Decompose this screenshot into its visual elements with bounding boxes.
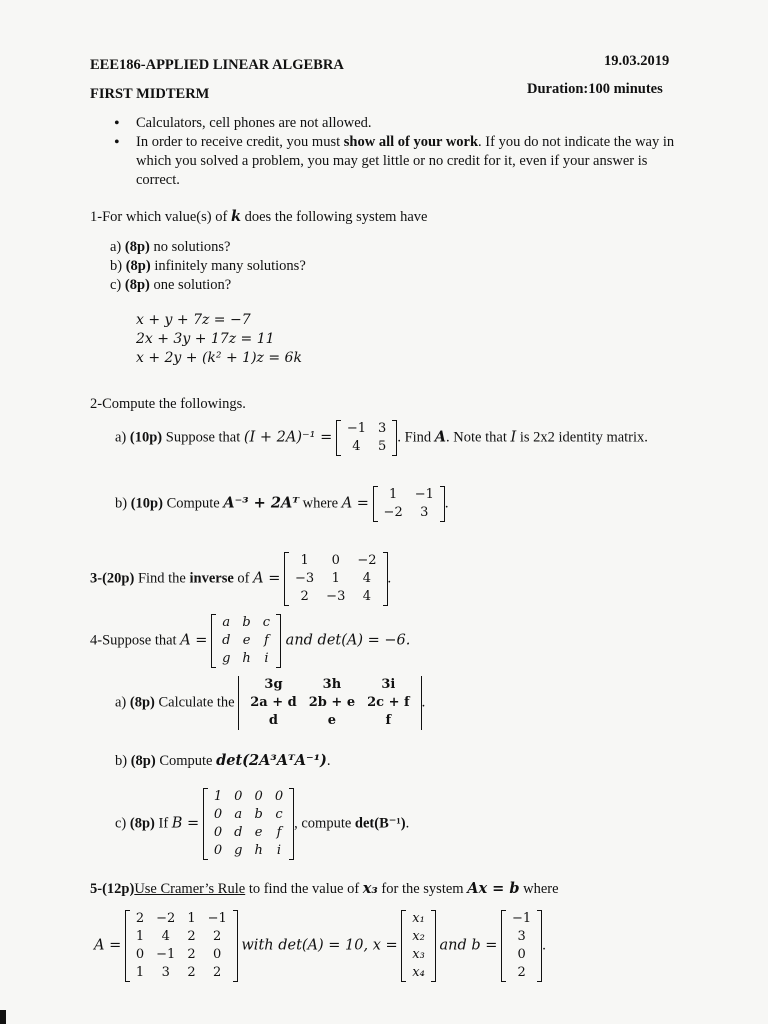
points: 5-(12p) — [90, 881, 135, 897]
part-text: Calculate the — [154, 694, 235, 711]
matrix-cell: f — [276, 825, 282, 840]
matrix-cell: 4 — [352, 439, 361, 454]
matrix-cell: 0 — [213, 843, 223, 858]
matrix-cell: a — [234, 807, 243, 822]
q1-prefix: 1-For which value(s) of — [90, 209, 231, 225]
matrix-cell: a — [222, 615, 231, 630]
matrix-cell: b — [242, 615, 251, 630]
matrix-cell: 3 — [420, 505, 429, 520]
expression: det(2A³AᵀA⁻¹) — [216, 752, 327, 769]
rule-text-rest: . If you do not indicate the way in which you solved a problem, you may get little or no credit for it, even if your answer is correct. — [136, 134, 675, 188]
q1-part-a — [110, 238, 306, 257]
rule-calculators: • Calculators, cell phones are not allowed. — [110, 114, 675, 133]
matrix-cell: 0 — [254, 789, 263, 804]
matrix-cell: f — [385, 713, 392, 728]
q3-text: Find the — [134, 570, 190, 587]
matrix-cell: 2 — [213, 965, 222, 980]
matrix-cell: f — [264, 633, 269, 648]
matrix-cell: 4 — [161, 929, 170, 944]
part-text: where — [299, 495, 342, 512]
exam-rules — [110, 114, 675, 190]
q3-text: of — [233, 570, 254, 587]
points: (8p) — [130, 753, 156, 769]
vector-b — [501, 910, 542, 982]
matrix-cell: 4 — [362, 589, 372, 604]
matrix — [284, 552, 388, 606]
q2-part-a — [115, 420, 648, 456]
points: (8p) — [124, 277, 150, 293]
matrix-cell: 2a + d — [250, 695, 297, 710]
equation: x + 2y + (k² + 1)z = 6k — [136, 350, 302, 366]
determinant — [238, 676, 421, 730]
part-text: no solutions? — [149, 239, 231, 255]
matrix-cell: h — [242, 651, 251, 666]
q1-prompt — [90, 208, 427, 226]
matrix-cell: −1 — [414, 487, 434, 502]
part-text: . Find — [397, 429, 435, 446]
q2-title: 2-Compute the followings. — [90, 396, 246, 412]
matrix-cell: i — [276, 843, 282, 858]
points: 3-(20p) — [90, 570, 135, 587]
matrix-cell: 2 — [135, 911, 145, 926]
q4-part-c — [115, 788, 409, 860]
q4-condition: and det(A) = −6. — [281, 632, 411, 649]
matrix-cell: d — [234, 825, 243, 840]
part-text: one solution? — [149, 277, 232, 293]
scan-edge-mark — [0, 1010, 6, 1024]
matrix-cell: 2 — [187, 947, 196, 962]
matrix-cell: h — [254, 843, 263, 858]
part-text: . Note that — [446, 429, 511, 446]
punctuation: . — [405, 815, 410, 832]
matrix-cell: 2 — [187, 929, 196, 944]
part-text: , compute — [294, 815, 355, 832]
q2-part-b — [115, 486, 449, 522]
matrix-cell: b — [254, 807, 263, 822]
matrix-cell: 4 — [362, 571, 372, 586]
q4-part-a — [115, 676, 425, 730]
punctuation: . — [542, 937, 546, 954]
matrix-cell: 2b + e — [308, 695, 356, 710]
matrix-cell: 1 — [388, 487, 398, 502]
expression: det(B⁻¹) — [354, 815, 406, 832]
symbol: A — [434, 428, 447, 446]
points: (8p) — [129, 694, 155, 711]
part-label: a) — [115, 694, 127, 711]
q3-emphasis: inverse — [189, 570, 234, 587]
q4-part-b — [115, 752, 331, 770]
q5-data — [94, 910, 546, 982]
part-text: Compute — [162, 495, 224, 512]
punctuation: . — [421, 694, 426, 711]
q5-text: with det(A) = 10, x = — [241, 937, 398, 954]
vector-x — [401, 910, 436, 982]
matrix-cell: −1 — [346, 421, 367, 436]
matrix-cell: 3 — [161, 965, 170, 980]
expression: Ax = b — [467, 880, 520, 897]
vector-cell: x₄ — [412, 965, 425, 980]
matrix-cell: 2 — [300, 589, 309, 604]
q5-text: to find the value of — [245, 881, 363, 897]
punctuation: . — [444, 495, 449, 512]
symbol: A = — [253, 570, 281, 587]
part-label: c) — [115, 815, 127, 832]
vector-cell: x₂ — [412, 929, 425, 944]
matrix-cell: g — [234, 843, 243, 858]
part-label: b) — [115, 495, 128, 512]
q5-text: where — [519, 881, 559, 897]
points: (10p) — [129, 429, 163, 446]
matrix-cell: 0 — [213, 807, 223, 822]
matrix-cell: 0 — [213, 947, 222, 962]
matrix — [211, 614, 281, 668]
matrix-cell: 0 — [234, 789, 243, 804]
q1-part-c — [110, 276, 306, 295]
symbol: B = — [171, 815, 200, 832]
vector-cell: 3 — [517, 929, 526, 944]
part-text: is 2x2 identity matrix. — [516, 429, 648, 446]
part-text: Compute — [155, 753, 217, 769]
matrix-cell: d — [222, 633, 231, 648]
matrix-cell: 1 — [300, 553, 309, 568]
symbol: I — [510, 429, 517, 446]
expression: (I + 2A)⁻¹ = — [243, 429, 333, 446]
q4-prompt — [90, 614, 410, 668]
matrix — [125, 910, 238, 982]
matrix-cell: −3 — [326, 589, 346, 604]
matrix-cell: 0 — [135, 947, 145, 962]
matrix-cell: 0 — [331, 553, 340, 568]
matrix-cell: 2 — [187, 965, 196, 980]
rule-emphasis: show all of your work — [343, 134, 479, 150]
matrix — [203, 788, 294, 860]
matrix-cell: −2 — [357, 553, 377, 568]
matrix-cell: −3 — [295, 571, 315, 586]
part-label: b) — [110, 258, 123, 274]
symbol: A = — [180, 632, 208, 649]
course-title: EEE186-APPLIED LINEAR ALGEBRA — [90, 57, 344, 73]
part-label: a) — [110, 239, 122, 255]
q1-parts — [110, 238, 306, 295]
matrix-cell: −1 — [156, 947, 176, 962]
exam-date: 19.03.2019 — [604, 53, 670, 69]
matrix-cell: −2 — [156, 911, 176, 926]
q1-k: k — [230, 208, 241, 225]
q5-text: for the system — [377, 881, 468, 897]
matrix-cell: 2 — [213, 929, 222, 944]
matrix-cell: 5 — [378, 439, 387, 454]
q5-prompt — [90, 880, 559, 898]
rule-text: In order to receive credit, you must — [136, 134, 344, 150]
equation: 2x + 3y + 17z = 11 — [136, 331, 275, 347]
points: (8p) — [129, 815, 155, 832]
matrix-cell: 1 — [331, 571, 340, 586]
matrix-cell: c — [275, 807, 283, 822]
q3 — [90, 552, 391, 606]
exam-duration: Duration:100 minutes — [527, 81, 663, 97]
vector-cell: x₃ — [412, 947, 425, 962]
punctuation: . — [326, 753, 331, 769]
matrix-cell: 3g — [264, 677, 283, 692]
q4-text: 4-Suppose that — [90, 632, 181, 649]
matrix-cell: 1 — [135, 965, 145, 980]
matrix-cell: −2 — [383, 505, 403, 520]
matrix-cell: 1 — [187, 911, 196, 926]
matrix-cell: 1 — [213, 789, 223, 804]
vector-cell: 0 — [517, 947, 526, 962]
symbol: A = — [341, 495, 369, 512]
points: (8p) — [125, 258, 151, 274]
matrix-cell: i — [264, 651, 269, 666]
matrix-cell: 0 — [274, 789, 284, 804]
symbol: x₃ — [362, 880, 378, 897]
q1-system — [136, 311, 302, 368]
vector-cell: −1 — [512, 911, 532, 926]
part-text: If — [154, 815, 172, 832]
q5-text: and b = — [439, 937, 498, 954]
matrix-cell: c — [262, 615, 271, 630]
part-text: Suppose that — [162, 429, 244, 446]
matrix-cell: d — [268, 713, 279, 728]
q1-part-b — [110, 257, 306, 276]
matrix-cell: −1 — [207, 911, 227, 926]
matrix-cell: 3h — [322, 677, 342, 692]
part-label: a) — [115, 429, 127, 446]
expression: A⁻³ + 2Aᵀ — [223, 494, 300, 512]
points: (10p) — [130, 495, 163, 512]
rule-show-work — [110, 133, 675, 190]
symbol: A = — [94, 937, 122, 954]
part-label: c) — [110, 277, 122, 293]
vector-cell: x₁ — [412, 911, 425, 926]
matrix — [373, 486, 445, 522]
part-label: b) — [115, 753, 128, 769]
equation: x + y + 7z = −7 — [136, 312, 251, 328]
exam-title: FIRST MIDTERM — [90, 86, 210, 102]
vector-cell: 2 — [517, 965, 526, 980]
punctuation: . — [387, 570, 392, 587]
matrix-cell: 2c + f — [367, 695, 410, 710]
matrix-cell: e — [327, 713, 337, 728]
matrix-cell: 3i — [381, 677, 396, 692]
q5-rule: Use Cramer’s Rule — [134, 881, 246, 897]
part-text: infinitely many solutions? — [150, 258, 306, 274]
q1-suffix: does the following system have — [240, 209, 428, 225]
matrix-cell: e — [254, 825, 263, 840]
matrix — [336, 420, 397, 456]
matrix-cell: 0 — [213, 825, 223, 840]
matrix-cell: 3 — [378, 421, 387, 436]
points: (8p) — [124, 239, 150, 255]
matrix-cell: e — [242, 633, 251, 648]
matrix-cell: g — [222, 651, 231, 666]
matrix-cell: 1 — [135, 929, 145, 944]
